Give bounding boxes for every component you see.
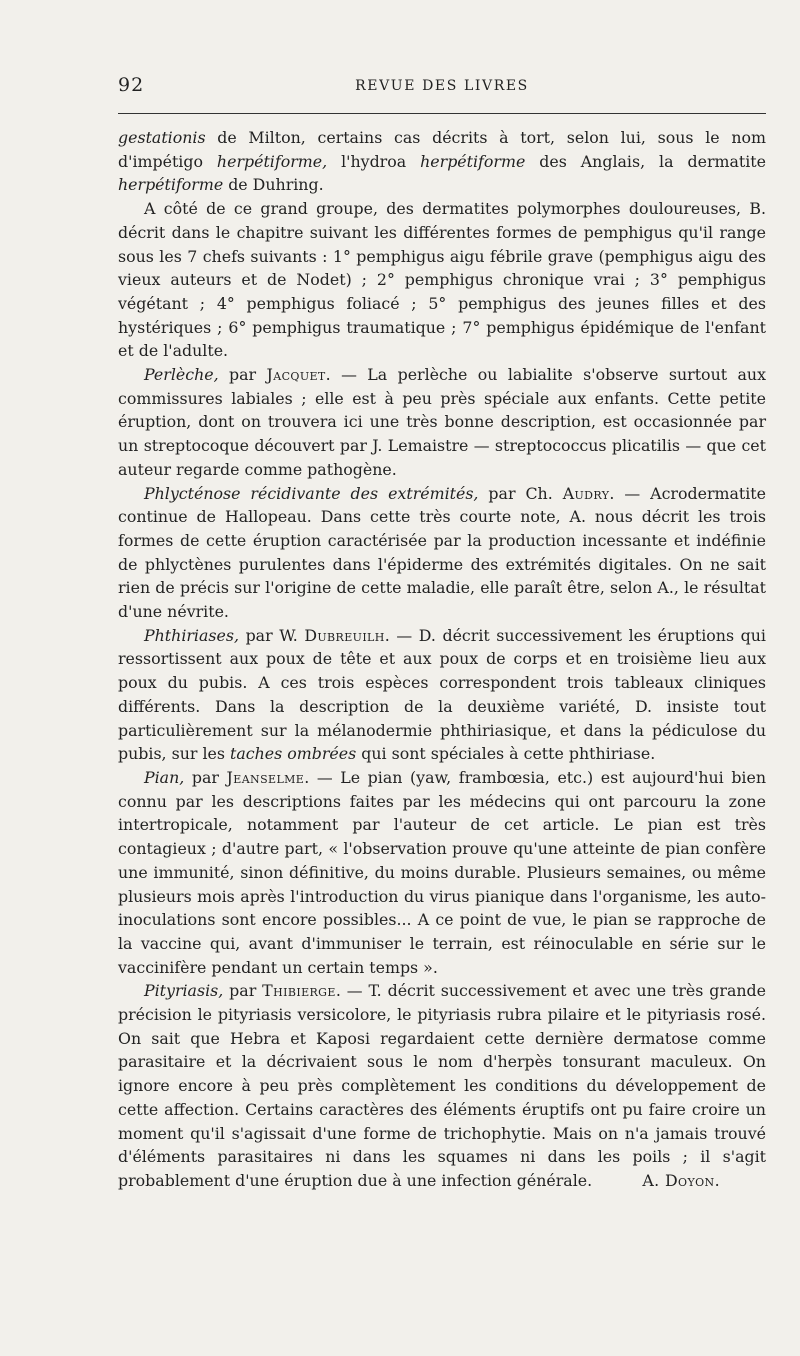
header-rule — [118, 113, 766, 114]
entry-title: Pityriasis, — [144, 981, 224, 1001]
paragraph-phlyctenose: Phlycténose récidivante des extrémités, par Ch. Audry. — Acrodermatite continue de Hallopeau. Dans cette très courte note, A. nous décrit les trois formes de cette éruption caractérisée par la production incessante et indéfinie de phlyctènes purulentes dans l'épiderme des extrémités digitales. On ne sait rien de précis sur l'origine de cette maladie, elle paraît être, selon A., le résultat d'une névrite. — [118, 483, 766, 622]
entry-title: Pian, — [144, 767, 185, 787]
page-header — [118, 74, 766, 100]
latin-term: gestationis — [118, 128, 206, 147]
review-text — [118, 126, 766, 1193]
paragraph-continuation: gestationis de Milton, certains cas décrits à tort, selon lui, sous le nom d'impétigo herpétiforme, l'hydroa herpétiforme des Anglais, la dermatite herpétiforme de Duhring. — [118, 128, 766, 195]
running-title: REVUE DES LIVRES — [355, 78, 529, 94]
paragraph-pityriasis: Pityriasis, par Thibierge. — T. décrit successivement et avec une très grande précision le pityriasis versicolore, le pityriasis rubra pilaire et le pityriasis rosé. On sait que Hebra et Kaposi regardaient cette dernière dermatose comme parasitaire et la décrivaient sous le nom d'herpès tonsurant maculeux. On ignore encore à peu près complètement les conditions du développement de cette affection. Certains caractères des éléments éruptifs ont pu faire croire un moment qu'il s'agissait d'une forme de trichophytie. Mais on n'a jamais trouvé d'éléments parasitaires ni dans les squames ni dans les poils ; il s'agit probablement d'une éruption due à une infection générale. A. Doyon. — [118, 979, 766, 1192]
entry-author: Audry — [562, 483, 610, 503]
paragraph-perleche: Perlèche, par Jacquet. — La perlèche ou labialite s'observe surtout aux commissures labiales ; elle est à peu près spéciale aux enfants. Cette petite éruption, dont on trouvera ici une très bonne description, est occasionnée par un streptocoque découvert par J. Lemaistre — streptococcus plicatilis — que cet auteur regarde comme pathogène. — [118, 365, 766, 479]
entry-author: Jeanselme — [226, 767, 305, 787]
paragraph-pian: Pian, par Jeanselme. — Le pian (yaw, frambœsia, etc.) est aujourd'hui bien connu par les descriptions faites par les médecins qui ont parcouru la zone intertropicale, notamment par l'auteur de cet article. Le pian est très contagieux ; d'autre part, « l'observation prouve qu'une atteinte de pian confère une immunité, sinon définitive, du moins durable. Plusieurs semaines, ou même plusieurs mois après l'introduction du virus pianique dans l'organisme, les auto-inoculations sont encore possibles... A ce point de vue, le pian se rapproche de la vaccine qui, avant d'immuniser le terrain, est réinoculable en série sur le vaccinifère pendant un certain temps ». — [118, 767, 767, 977]
entry-author: Jacquet — [266, 365, 326, 385]
entry-author: Thibierge — [262, 981, 336, 1001]
paragraph-pemphigus: A côté de ce grand groupe, des dermatites polymorphes douloureuses, B. décrit dans le chapitre suivant les différentes formes de pemphigus qu'il range sous les 7 chefs suivants : 1° pemphigus aigu fébrile grave (pemphigus aigu des vieux auteurs et de Nodet) ; 2° pemphigus chronique vrai ; 3° pemphigus végétant ; 4° pemphigus foliacé ; 5° pemphigus des jeunes filles et des hystériques ; 6° pemphigus traumatique ; 7° pemphigus épidémique de l'enfant et de l'adulte. — [118, 199, 766, 361]
paragraph-phthiriases: Phthiriases, par W. Dubreuilh. — D. décrit successivement les éruptions qui ressortissent aux poux de tête et aux poux de corps et en troisième lieu aux poux du pubis. A ces trois espèces correspondent trois tableaux cliniques différents. Dans la description de la deuxième variété, D. insiste tout particulièrement sur la mélanodermie phthiriasique, et dans la pédiculose du pubis, sur les taches ombrées qui sont spéciales à cette phthiriase. — [118, 625, 766, 764]
entry-title: Phthiriases, — [144, 625, 239, 645]
page-number: 92 — [118, 74, 145, 96]
reviewer-signature: A. Doyon. — [642, 1170, 720, 1190]
entry-title: Perlèche, — [144, 365, 219, 385]
entry-title: Phlycténose récidivante des extrémités, — [144, 483, 479, 503]
entry-author: Dubreuilh — [304, 625, 385, 645]
